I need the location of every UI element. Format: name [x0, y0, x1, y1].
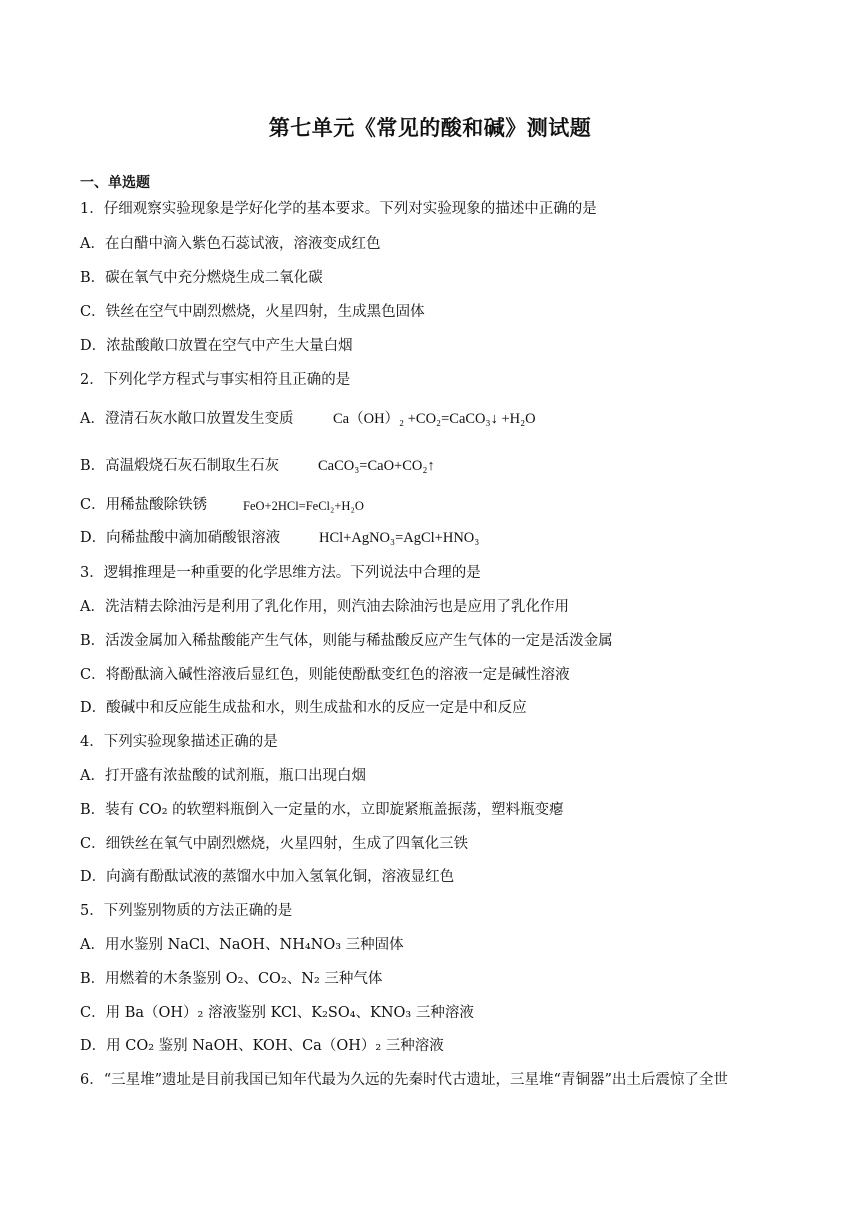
question-5-option-a: A．用水鉴别 NaCl、NaOH、NH₄NO₃ 三种固体: [80, 937, 404, 953]
question-2-option-d: [80, 529, 480, 548]
question-2-option-a: [80, 410, 536, 429]
question-4-option-c: C．细铁丝在氧气中剧烈燃烧，火星四射，生成了四氧化三铁: [80, 836, 469, 852]
question-3-option-a: A．洗洁精去除油污是利用了乳化作用，则汽油去除油污也是应用了乳化作用: [80, 599, 569, 615]
question-5-option-d: D．用 CO₂ 鉴别 NaOH、KOH、Ca（OH）₂ 三种溶液: [80, 1038, 444, 1054]
question-3-option-c: C．将酚酞滴入碱性溶液后显红色，则能使酚酞变红色的溶液一定是碱性溶液: [80, 667, 570, 683]
option-d-text: D．向稀盐酸中滴加硝酸银溶液: [80, 530, 281, 546]
question-5-option-c: C．用 Ba（OH）₂ 溶液鉴别 KCl、K₂SO₄、KNO₃ 三种溶液: [80, 1005, 474, 1021]
option-c-equation: FeO+2HCl=FeCl₂+H₂O: [243, 499, 364, 513]
question-5-stem: 5．下列鉴别物质的方法正确的是: [80, 903, 293, 919]
question-6-stem: 6．“三星堆”遗址是目前我国已知年代最为久远的先秦时代古遗址，三星堆“青铜器”出土后震惊了全世: [80, 1072, 728, 1088]
question-2-option-b: [80, 457, 435, 476]
question-2-stem: 2．下列化学方程式与事实相符且正确的是: [80, 372, 351, 388]
question-2-option-c: [80, 496, 364, 515]
question-1-option-c: C．铁丝在空气中剧烈燃烧，火星四射，生成黑色固体: [80, 304, 425, 320]
question-4-option-d: D．向滴有酚酞试液的蒸馏水中加入氢氧化铜，溶液显红色: [80, 869, 455, 885]
question-3-option-b: B．活泼金属加入稀盐酸能产生气体，则能与稀盐酸反应产生气体的一定是活泼金属: [80, 633, 613, 649]
option-c-text: C．用稀盐酸除铁锈: [80, 497, 208, 513]
option-b-text: B．高温煅烧石灰石制取生石灰: [80, 458, 280, 474]
question-4-stem: 4．下列实验现象描述正确的是: [80, 734, 278, 750]
question-3-stem: 3．逻辑推理是一种重要的化学思维方法。下列说法中合理的是: [80, 565, 481, 581]
question-1-option-d: D．浓盐酸敞口放置在空气中产生大量白烟: [80, 338, 353, 354]
question-5-option-b: B．用燃着的木条鉴别 O₂、CO₂、N₂ 三种气体: [80, 971, 383, 987]
question-3-option-d: D．酸碱中和反应能生成盐和水，则生成盐和水的反应一定是中和反应: [80, 700, 527, 716]
question-4-option-b: B．装有 CO₂ 的软塑料瓶倒入一定量的水，立即旋紧瓶盖振荡，塑料瓶变瘪: [80, 802, 564, 818]
option-a-equation: Ca（OH）₂ +CO₂=CaCO₃↓ +H₂O: [333, 411, 536, 427]
question-4-option-a: A．打开盛有浓盐酸的试剂瓶，瓶口出现白烟: [80, 768, 366, 784]
question-1-option-b: B．碳在氧气中充分燃烧生成二氧化碳: [80, 270, 323, 286]
question-1-stem: 1．仔细观察实验现象是学好化学的基本要求。下列对实验现象的描述中正确的是: [80, 201, 597, 217]
option-a-text: A．澄清石灰水敞口放置发生变质: [80, 411, 294, 427]
page-title: 第七单元《常见的酸和碱》测试题: [268, 116, 592, 140]
section-heading: 一、单选题: [80, 175, 150, 191]
question-1-option-a: A．在白醋中滴入紫色石蕊试液，溶液变成红色: [80, 236, 381, 252]
option-d-equation: HCl+AgNO₃=AgCl+HNO₃: [319, 530, 480, 546]
option-b-equation: CaCO₃=CaO+CO₂↑: [318, 458, 435, 474]
